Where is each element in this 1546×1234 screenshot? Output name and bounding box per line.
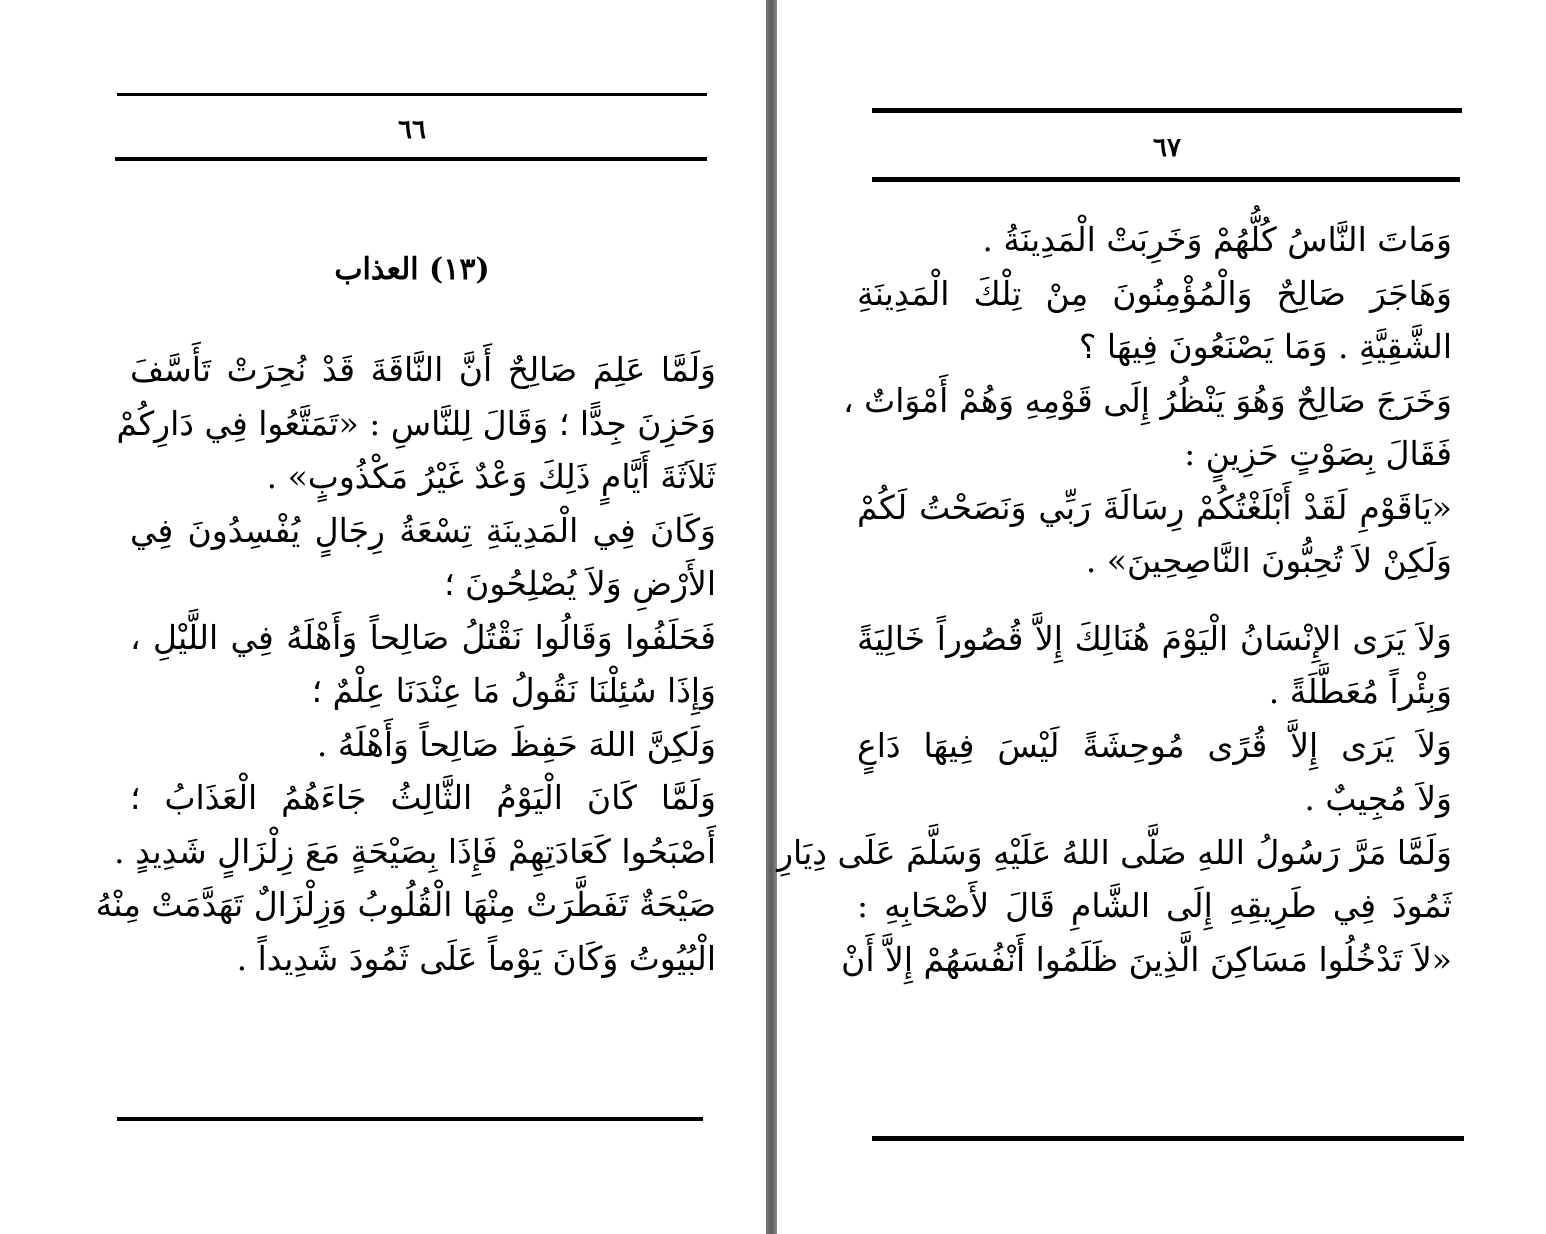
top-rule-upper <box>117 93 707 96</box>
text-line: «لاَ تَدْخُلُوا مَسَاكِنَ الَّذِينَ ظَلَمُوا أَنْفُسَهُمْ إِلاَّ أَنْ <box>841 939 1452 979</box>
chapter-title: (١٣) العذاب <box>334 252 490 287</box>
text-line: وَلاَ مُجِيبٌ . <box>1304 779 1452 818</box>
book-gutter <box>766 0 777 1234</box>
text-line: وَحَزِنَ جِدًّا ؛ وَقَالَ لِلنَّاسِ : «تَمَتَّعُوا فِي دَارِكُمْ <box>116 403 716 443</box>
text-line: وَلاَ يَرَى الإِنْسَانُ الْيَوْمَ هُنَالِكَ إِلاَّ قُصُوراً خَالِيَةً <box>857 618 1452 658</box>
text-line: أَصْبَحُوا كَعَادَتِهِمْ فَإِذَا بِصَيْحَةٍ مَعَ زِلْزَالٍ شَدِيدٍ . <box>114 831 716 871</box>
text-line: وَمَاتَ النَّاسُ كُلُّهُمْ وَخَرِبَتْ الْمَدِينَةُ . <box>982 220 1452 259</box>
text-line: وَلَكِنَّ اللهَ حَفِظَ صَالِحاً وَأَهْلَهُ . <box>316 724 716 764</box>
bottom-rule <box>117 1117 703 1121</box>
right-page <box>777 0 1546 1234</box>
text-line: الشَّقِيَّةِ . وَمَا يَصْنَعُونَ فِيهَا ؟ <box>1078 327 1452 366</box>
bottom-rule <box>872 1136 1464 1141</box>
text-line: ثَمُودَ فِي طَرِيقِهِ إِلَى الشَّامِ قَالَ لأَصْحَابِهِ : <box>857 886 1452 925</box>
text-line: وَهَاجَرَ صَالِحٌ وَالْمُؤْمِنُونَ مِنْ تِلْكَ الْمَدِينَةِ <box>857 273 1452 313</box>
text-line: وَكَانَ فِي الْمَدِينَةِ تِسْعَةُ رِجَالٍ يُفْسِدُونَ فِي <box>130 510 716 550</box>
page-number: ٦٧ <box>1153 133 1181 163</box>
right-text-block <box>777 213 1452 986</box>
top-rule-upper <box>872 108 1462 113</box>
text-line: وَإِذَا سُئِلْنَا نَقُولُ مَا عِنْدَنَا عِلْمٌ ؛ <box>311 671 716 710</box>
text-line: وَخَرَجَ صَالِحٌ وَهُوَ يَنْظُرُ إِلَى قَوْمِهِ وَهُمْ أَمْوَاتٌ ، <box>842 380 1452 420</box>
left-page <box>0 0 766 1234</box>
text-line: وَلاَ يَرَى إِلاَّ قُرًى مُوحِشَةً لَيْسَ فِيهَا دَاعٍ <box>857 725 1452 765</box>
text-line: ثَلاَثَةَ أَيَّامٍ ذَلِكَ وَعْدٌ غَيْرُ مَكْذُوبٍ» . <box>266 457 716 496</box>
text-line: وَبِئْراً مُعَطَّلَةً . <box>1268 672 1452 711</box>
page-number: ٦٦ <box>398 115 426 145</box>
left-text-block <box>95 343 716 985</box>
text-line: وَلَكِنْ لاَ تُحِبُّونَ النَّاصِحِينَ» . <box>1085 541 1452 580</box>
text-line: وَلَمَّا كَانَ الْيَوْمُ الثَّالِثُ جَاءَهُمُ الْعَذَابُ ؛ <box>130 778 716 817</box>
paragraph-gap <box>857 588 1452 612</box>
text-line: وَلَمَّا مَرَّ رَسُولُ اللهِ صَلَّى اللهُ عَلَيْهِ وَسَلَّمَ عَلَى دِيَارِ <box>777 832 1452 872</box>
text-line: «يَاقَوْمِ لَقَدْ أَبْلَغْتُكُمْ رِسَالَةَ رَبِّي وَنَصَحْتُ لَكُمْ <box>857 487 1452 527</box>
text-line: الْبُيُوتُ وَكَانَ يَوْماً عَلَى ثَمُودَ شَدِيداً . <box>236 938 716 978</box>
text-line: وَلَمَّا عَلِمَ صَالِحٌ أَنَّ النَّاقَةَ قَدْ نُحِرَتْ تَأَسَّفَ <box>130 350 716 389</box>
top-rule-lower <box>115 157 707 161</box>
text-line: صَيْحَةٌ تَفَطَّرَتْ مِنْهَا الْقُلُوبُ وَزِلْزَالٌ تَهَدَّمَتْ مِنْهُ <box>95 885 716 924</box>
text-line: الأَرْضِ وَلاَ يُصْلِحُونَ ؛ <box>444 564 716 603</box>
top-rule-lower <box>872 177 1460 182</box>
text-line: فَحَلَفُوا وَقَالُوا نَقْتُلُ صَالِحاً وَأَهْلَهُ فِي اللَّيْلِ ، <box>130 617 716 657</box>
text-line: فَقَالَ بِصَوْتٍ حَزِينٍ : <box>1184 434 1452 473</box>
